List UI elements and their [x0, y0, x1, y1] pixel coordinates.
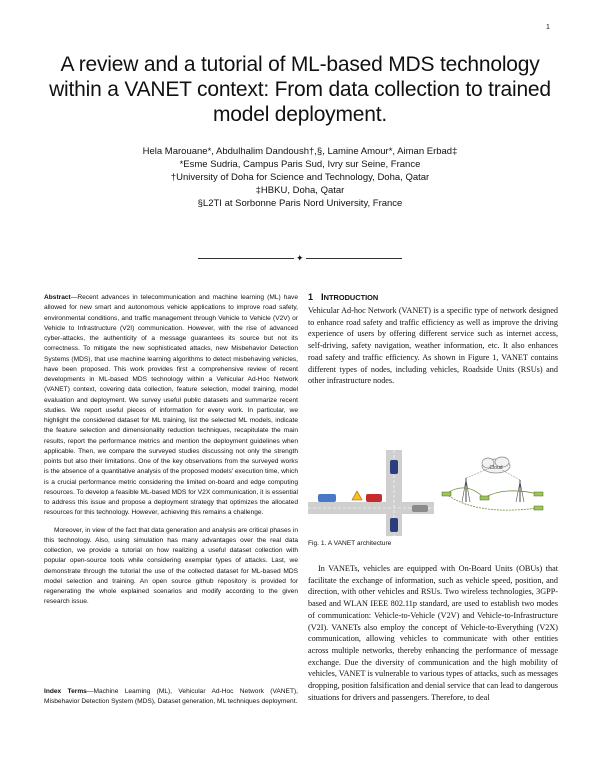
- tower-icon: [502, 470, 524, 502]
- intro-text-2: In VANETs, vehicles are equipped with On-Board Units (OBUs) that facilitate the exchange of information, such as vehicle speed, position, and direction, with other vehicles and RSUs. Two wireless technologies, 3GPP-based and WLAN IEEE 802.11p standard, are used to establish two modes of communication: Vehicle-to-Vehicle (V2V) and Vehicle-to-Infrastructure (V2I). VANETs also employ the concept of Vehicle-to-Everything (V2X) communication, allowing vehicles to communicate with other entities across multiple networks, thereby enhancing the performance of message exchange. Due the diversity of communication and the high mobility of vehicles, VANET is vulnerable to various types of attacks, such as messages dropping, position falsification and denial service that can lead to dangerous situations for drivers and passengers. Therefore, to deal: [308, 564, 558, 702]
- cloud-icon: [482, 457, 510, 473]
- road: [308, 450, 434, 536]
- section-number: 1: [308, 292, 314, 302]
- warning-icon: [352, 491, 362, 500]
- abstract-paragraph: [44, 293, 298, 519]
- affiliation: †University of Doha for Science and Technology, Doha, Qatar: [170, 172, 430, 183]
- abstract: [44, 293, 298, 615]
- car-icon: [412, 505, 428, 512]
- paper-title: A review and a tutorial of ML-based MDS technology within a VANET context: From data collection to trained model deployment.: [49, 53, 551, 126]
- affiliation: ‡HBKU, Doha, Qatar: [255, 185, 345, 196]
- divider-line-right: [306, 258, 402, 259]
- abstract-text: —Recent advances in telecommunication and machine learning (ML) have allowed for new smart and autonomous vehicle applications to improve road safety, environmental conditions, and traffic management through Vehicle to Vehicle (V2V) or Vehicle to Infrastructure (V2I) communication. However, with the rise of advanced cyber-attacks, the authenticity of a message guarantees its source but not its correctness. To mitigate the new sophisticated attacks, new Misbehavior Detection Systems (MDS), that use machine learning algorithms to detect misbehaving vehicles, have been proposed. This work provides first a comprehensive review of recent developments in ML-based MDS technology within a Vehicular Ad-Hoc Network (VANET) context, covering data collection, feature selection, model training, model evaluation and deployment. We survey useful public datasets and summarize recent studies. We report useful pieces of information for every work. In particular, we highlight the considered dataset for ML training, list the selected ML models, indicate the feature selection and dimensionality reduction techniques, recapitulate the main results, report the performance metrics and mention the deployment guidelines when applicable. Then, we compare the surveyed studies discussing not only the strength points but also their limitations. One of the key observations from the surveyed works is the absence of a quantitative analysis of the proposed models' execution time, which is a crucial performance metric considering the limited on-board and edge computing resources. To develop a feasible ML-based MDS for V2X communication, it is essential to address this issue and propose a deployment strategy that optimizes the allocated resources for this technology. However, achieving this remains a challenge.: [44, 294, 298, 517]
- abstract-label: Abstract: [44, 294, 71, 301]
- author-block: [40, 145, 560, 210]
- section-initial: I: [321, 292, 324, 303]
- car-icon: [390, 460, 398, 474]
- section-title-rest: NTRODUCTION: [323, 293, 379, 302]
- car-icon: [366, 494, 382, 502]
- car-icon: [390, 518, 398, 532]
- affiliation: *Esme Sudria, Campus Paris Sud, Ivry sur Seine, France: [179, 159, 421, 170]
- vanet-architecture-figure: [308, 450, 562, 536]
- index-terms: [44, 687, 298, 708]
- figure-caption: Fig. 1. A VANET architecture: [308, 540, 392, 547]
- affiliation: §L2TI at Sorbonne Paris Nord University, France: [197, 198, 403, 209]
- cloud-label: Cloud: [489, 465, 503, 471]
- intro-text-1: Vehicular Ad-hoc Network (VANET) is a specific type of network designed to enhance road safety and traffic efficiency as well as improve the driving experience of users by offering different service such as internet access, self-driving, safety navigation, weather information, etc. It also enhances road safety and traffic efficiency. As shown in Figure 1, VANET contains different types of nodes, including vehicles, Roadside Units (RSUs) and other infrastructure nodes.: [308, 306, 558, 386]
- index-terms-text: —Machine Learning (ML), Vehicular Ad-Hoc Network (VANET), Misbehavior Detection System (MDS), Dataset generation, ML techniques deployment.: [44, 688, 299, 706]
- section-heading: [308, 292, 378, 303]
- index-terms-label: Index Terms: [44, 688, 87, 695]
- page-number: 1: [546, 24, 550, 31]
- intro-paragraph-2: [308, 563, 558, 703]
- title-divider: [198, 254, 402, 264]
- rsu-link-network: [442, 488, 543, 510]
- abstract-paragraph-2: Moreover, in view of the fact that data generation and analysis are critical phases in this technology. Also, using simulation has many advantages over the real data collection, we provide a tutorial on how realizing a useful dataset collection with popular open-source tools while considering exemplar types of attacks. Last, we demonstrate through the tutorial the use of the collected dataset for ML-based MDS model selection and training. An open source github repository is provided for regenerating the whole explained scenarios and modify according to the given research issue.: [44, 526, 298, 606]
- divider-line-left: [198, 258, 294, 259]
- intro-paragraph-1: [308, 305, 558, 387]
- divider-diamond-icon: ✦: [296, 254, 304, 264]
- car-icon: [318, 494, 336, 502]
- authors-line: Hela Marouane*, Abdulhalim Dandoush†,§, Lamine Amour*, Aiman Erbad‡: [142, 146, 458, 157]
